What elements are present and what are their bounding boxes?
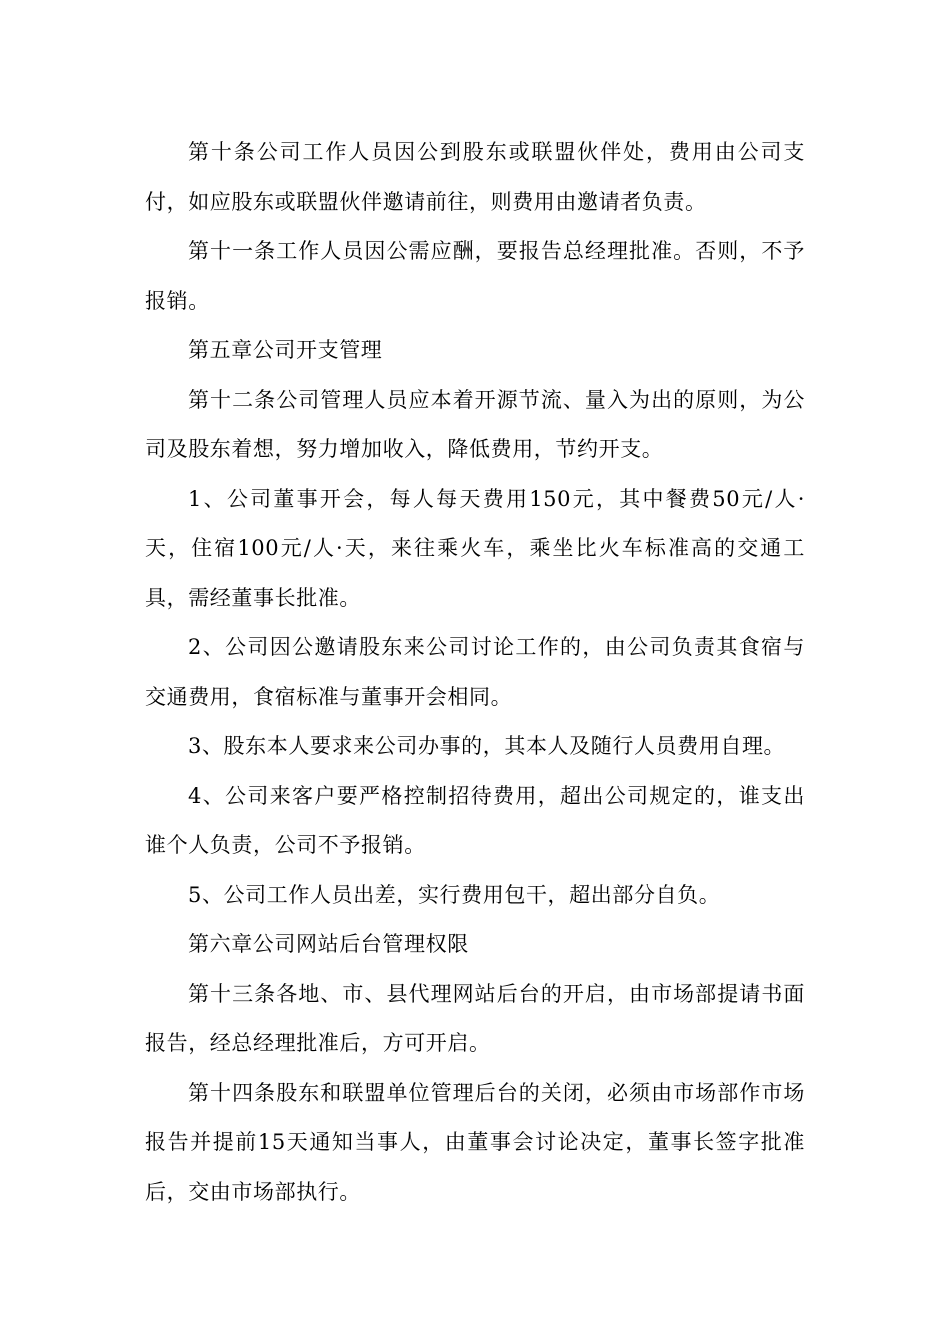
document-page	[145, 128, 805, 1217]
item-5-paragraph: 5、公司工作人员出差，实行费用包干，超出部分自负。	[188, 882, 721, 907]
chapter-6-heading: 第六章公司网站后台管理权限	[188, 932, 469, 956]
item-3-paragraph: 3、股东本人要求来公司办事的，其本人及随行人员费用自理。	[188, 734, 786, 758]
article-11-paragraph: 第十一条工作人员因公需应酬，要报告总经理批准。否则，不予报销。	[145, 239, 805, 313]
article-13-paragraph: 第十三条各地、市、县代理网站后台的开启，由市场部提请书面报告，经总经理批准后，方可开启。	[145, 981, 805, 1055]
item-1-paragraph: 1、公司董事开会，每人每天费用150元，其中餐费50元/人·天，住宿100元/人·天，来往乘火车，乘坐比火车标准高的交通工具，需经董事长批准。	[145, 486, 805, 610]
article-10-paragraph: 第十条公司工作人员因公到股东或联盟伙伴处，费用由公司支付，如应股东或联盟伙伴邀请前往，则费用由邀请者负责。	[145, 140, 805, 214]
chapter-5-heading: 第五章公司开支管理	[188, 338, 383, 362]
item-2-paragraph: 2、公司因公邀请股东来公司讨论工作的，由公司负责其食宿与交通费用，食宿标准与董事开会相同。	[145, 635, 805, 709]
article-12-paragraph: 第十二条公司管理人员应本着开源节流、量入为出的原则，为公司及股东着想，努力增加收入，降低费用，节约开支。	[145, 387, 805, 461]
article-14-paragraph: 第十四条股东和联盟单位管理后台的关闭，必须由市场部作市场报告并提前15天通知当事人，由董事会讨论决定，董事长签字批准后，交由市场部执行。	[145, 1080, 805, 1204]
item-4-paragraph: 4、公司来客户要严格控制招待费用，超出公司规定的，谁支出谁个人负责，公司不予报销。	[145, 783, 805, 857]
